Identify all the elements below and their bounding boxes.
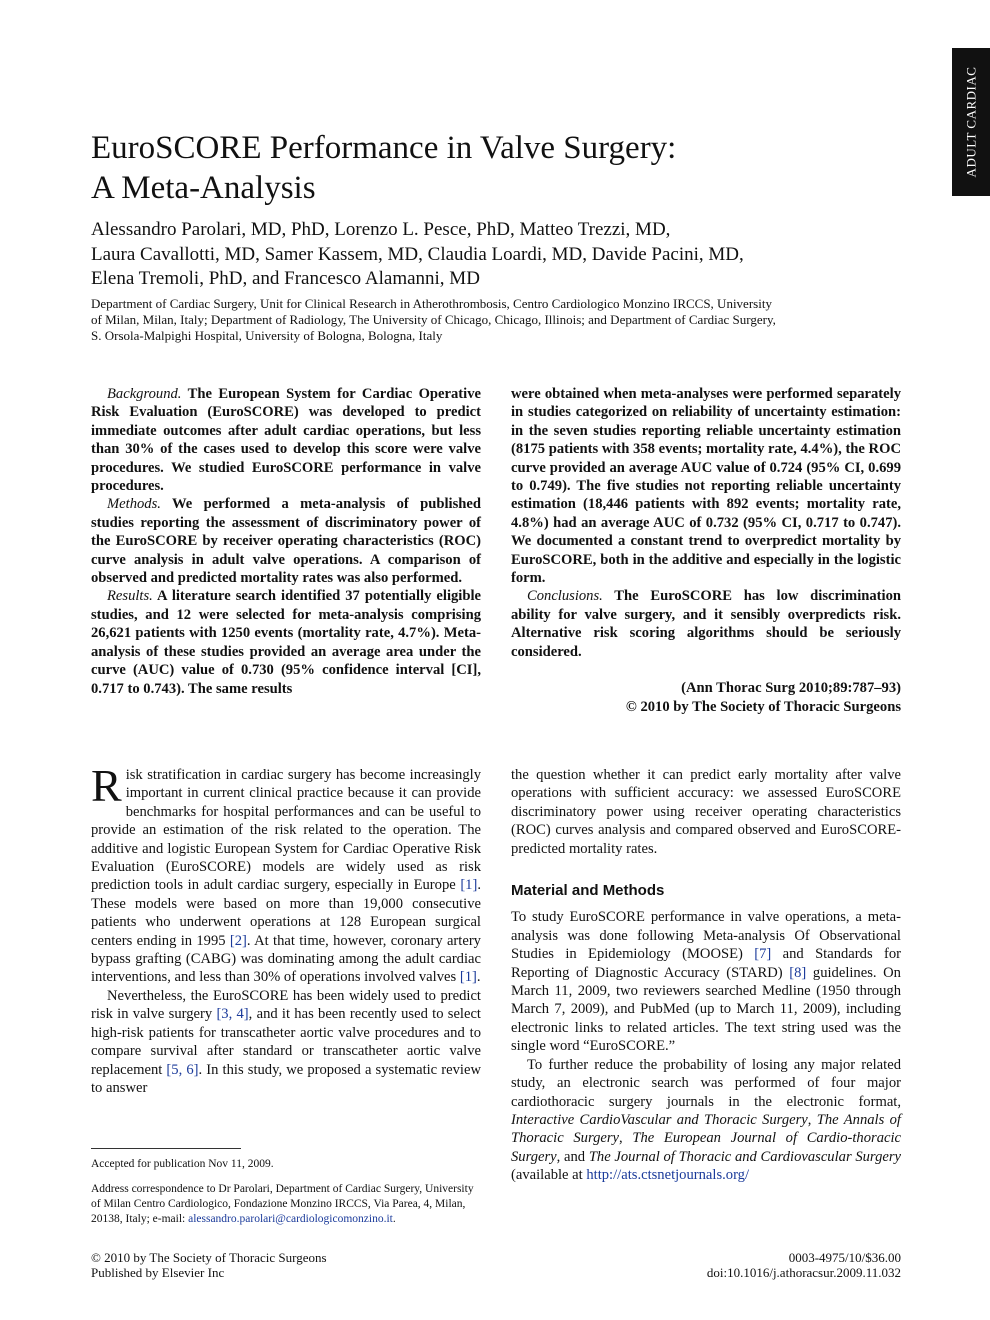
footnote-divider: [91, 1148, 241, 1149]
methods-text-a: To study EuroSCORE performance in valve operations, a meta-analysis was done following Meta-analysis Of Observational Studies in Epidemiology (MOOSE): [511, 909, 901, 963]
methods-label: Methods.: [107, 496, 161, 513]
abstract-conclusions: [511, 587, 901, 661]
conclusions-text: The EuroSCORE has low discrimination ability for valve surgery, and it sensibly overpredicts risk. Alternative risk scoring algorithms should be seriously considered.: [511, 588, 901, 660]
methods-text-c: guidelines. On March 11, 2009, two reviewers searched Medline (1950 through March 7, 2009), and PubMed (up to March 11, 2009), including electronic links to related articles. The text string used was the single word “EuroSCORE.”: [511, 964, 901, 1055]
footnotes: [91, 1157, 481, 1237]
intro-text-d: .: [476, 969, 481, 986]
intro-text-a: isk stratification in cardiac surgery has become increasingly important in current clinical practice because it can provide benchmarks for hospital performances and can be useful to provide an estimation of the risk related to the operation. The additive and logistic European System for Cardiac Operative Risk Evaluation (EuroSCORE) models are widely used as risk prediction tools in adult cardiac surgery, especially in Europe: [91, 767, 481, 894]
intro2-text-c: . In this study, we proposed a systematic review to answer: [91, 1061, 481, 1096]
abstract-results-continued: [511, 385, 901, 587]
background-label: Background.: [107, 386, 182, 402]
separator-3: , and: [556, 1148, 589, 1165]
abstract-methods: [91, 495, 481, 587]
journal-citation: (Ann Thorac Surg 2010;89:787–93): [681, 680, 901, 697]
correspondence-address: Address correspondence to Dr Parolari, Department of Cardiac Surgery, University of Milan Centro Cardiologico, Fondazione Monzino IRCCS, Via Parea, 4, Milan, 20138, Italy; e-mail:: [91, 1183, 474, 1225]
section-tab: [952, 48, 990, 196]
journal-name-4: The Journal of Thoracic and Cardiovascular Surgery: [588, 1148, 901, 1165]
methods2-text-b: (available at: [511, 1167, 587, 1184]
methods2-text-a: To further reduce the probability of losing any major related study, an electronic search was performed of four major cardiothoracic surgery journals in the electronic format,: [511, 1056, 901, 1110]
ctsnet-link[interactable]: http://ats.ctsnetjournals.org/: [586, 1167, 750, 1184]
footer-publisher: Published by Elsevier Inc: [91, 1265, 225, 1280]
affiliations: [91, 296, 911, 344]
footer-doi: doi:10.1016/j.athoracsur.2009.11.032: [706, 1265, 901, 1280]
reference-link-7[interactable]: [7]: [754, 946, 772, 963]
abstract-background: [91, 385, 481, 495]
intro-text-b: . These models were based on more than 19,000 consecutive patients who underwent operations at 128 European surgical centers ending in 1995: [91, 877, 481, 949]
abstract-results: [91, 587, 481, 697]
intro-text-c: . At that time, however, coronary artery bypass grafting (CABG) was dominating among the adult cardiac interventions, and less than 30% of operations involved valves: [91, 932, 481, 986]
reference-link-8[interactable]: [8]: [789, 964, 807, 981]
conclusions-label: Conclusions.: [527, 588, 603, 605]
affiliation-line-2: of Milan, Milan, Italy; Department of Radiology, The University of Chicago, Chicago, Illinois; and Department of Cardiac Surgery,: [91, 312, 776, 327]
reference-link-2[interactable]: [2]: [229, 932, 247, 949]
affiliation-line-1: Department of Cardiac Surgery, Unit for Clinical Research in Atherothrombosis, Centro Cardiologico Monzino IRCCS, University: [91, 296, 772, 311]
results-text-2: were obtained when meta-analyses were performed separately in studies categorized on reliability of uncertainty estimation: in the seven studies reporting reliable uncertainty estimation (8175 patients with 358 events; mortality rate, 4.4%), the ROC curve provided an average AUC value of 0.724 (95% CI, 0.699 to 0.749). The five studies not reporting reliable uncertainty estimation (18,446 patients with 892 events; mortality rate, 4.8%) had an average AUC of 0.732 (95% CI, 0.717 to 0.747). We documented a constant trend to overpredict mortality by EuroSCORE, both in the additive and especially in the logistic form.: [511, 386, 901, 587]
reference-link-1b[interactable]: [1]: [459, 969, 477, 986]
intro2-text-b: , and it has been recently used to select high-risk patients for transcatheter aortic valve procedures and to compare survival after standard or transcatheter aortic valve replacement: [91, 1006, 481, 1078]
correspondence-note: [91, 1182, 481, 1227]
title-line-1: EuroSCORE Performance in Valve Surgery:: [91, 130, 677, 166]
section-heading-methods: Material and Methods: [511, 882, 665, 900]
reference-link-1[interactable]: [1]: [460, 877, 478, 894]
methods-paragraph-1: [511, 908, 901, 1055]
footer-right: [600, 1250, 901, 1280]
reference-link-3-4[interactable]: [3, 4]: [216, 1006, 249, 1023]
body-left-column: [91, 760, 481, 1097]
journal-name-3: The European Journal of Cardio-thoracic Surgery: [511, 1130, 902, 1165]
accepted-note: Accepted for publication Nov 11, 2009.: [91, 1158, 274, 1170]
background-text: The European System for Cardiac Operative Risk Evaluation (EuroSCORE) was developed to predict immediate outcomes after adult cardiac operations, but less than 30% of the cases used to develop this score were valve procedures. We studied EuroSCORE performance in valve procedures.: [91, 386, 481, 495]
methods-paragraph-2: [511, 1056, 901, 1185]
abstract-copyright: © 2010 by The Society of Thoracic Surgeons: [625, 698, 901, 715]
results-label: Results.: [107, 588, 153, 605]
intro-paragraph-1: [91, 760, 481, 987]
methods-text: We performed a meta-analysis of published studies reporting the assessment of discriminatory power of the EuroSCORE by receiver operating characteristics (ROC) curve analysis in adult valve operations. A comparison of observed and predicted mortality rates was also performed.: [91, 496, 481, 587]
footer-left: [91, 1250, 327, 1280]
abstract-left-column: [91, 385, 481, 698]
journal-name-2: The Annals of Thoracic Surgery: [511, 1111, 901, 1147]
author-line-2: Laura Cavallotti, MD, Samer Kassem, MD, Claudia Loardi, MD, Davide Pacini, MD,: [91, 243, 744, 265]
article-title: [91, 128, 911, 208]
citation-block: [511, 679, 901, 716]
title-line-2: A Meta-Analysis: [91, 170, 316, 206]
footer-copyright: © 2010 by The Society of Thoracic Surgeons: [91, 1250, 327, 1265]
intro2-text-a: Nevertheless, the EuroSCORE has been widely used to predict risk in valve surgery: [91, 987, 481, 1023]
footer-issn: 0003-4975/10/$36.00: [788, 1250, 901, 1265]
journal-name-1: Interactive CardioVascular and Thoracic Surgery: [511, 1111, 808, 1128]
separator-2: ,: [619, 1130, 633, 1147]
separator-1: ,: [807, 1111, 817, 1128]
affiliation-line-3: S. Orsola-Malpighi Hospital, University of Bologna, Bologna, Italy: [91, 328, 443, 343]
author-line-1: Alessandro Parolari, MD, PhD, Lorenzo L. Pesce, PhD, Matteo Trezzi, MD,: [91, 219, 671, 240]
body-right-column: [511, 766, 901, 1185]
author-line-3: Elena Tremoli, PhD, and Francesco Alamanni, MD: [91, 268, 480, 289]
results-text-1: A literature search identified 37 potentially eligible studies, and 12 were selected for meta-analysis comprising 26,621 patients with 1250 events (mortality rate, 4.7%). Meta-analysis of these studies provided an average area under the curve (AUC) value of 0.730 (95% confidence interval [CI], 0.717 to 0.743). The same results: [91, 588, 481, 697]
author-list: [91, 218, 911, 292]
intro-paragraph-2-continued: the question whether it can predict early mortality after valve operations with sufficient accuracy: we assessed EuroSCORE discriminatory power using receiver operating characteristics (ROC) curves analysis and compared observed and EuroSCORE-predicted mortality rates.: [511, 767, 901, 857]
abstract-right-column: [511, 385, 901, 716]
section-tab-label: ADULT CARDIAC: [963, 66, 978, 178]
email-link[interactable]: alessandro.parolari@cardiologicomonzino.it: [188, 1213, 393, 1225]
drop-cap: R: [91, 760, 122, 811]
reference-link-5-6[interactable]: [5, 6]: [166, 1061, 199, 1078]
correspondence-end: .: [392, 1213, 396, 1225]
intro-paragraph-2: [91, 987, 481, 1097]
methods-text-b: and Standards for Reporting of Diagnostic Accuracy (STARD): [511, 946, 901, 981]
